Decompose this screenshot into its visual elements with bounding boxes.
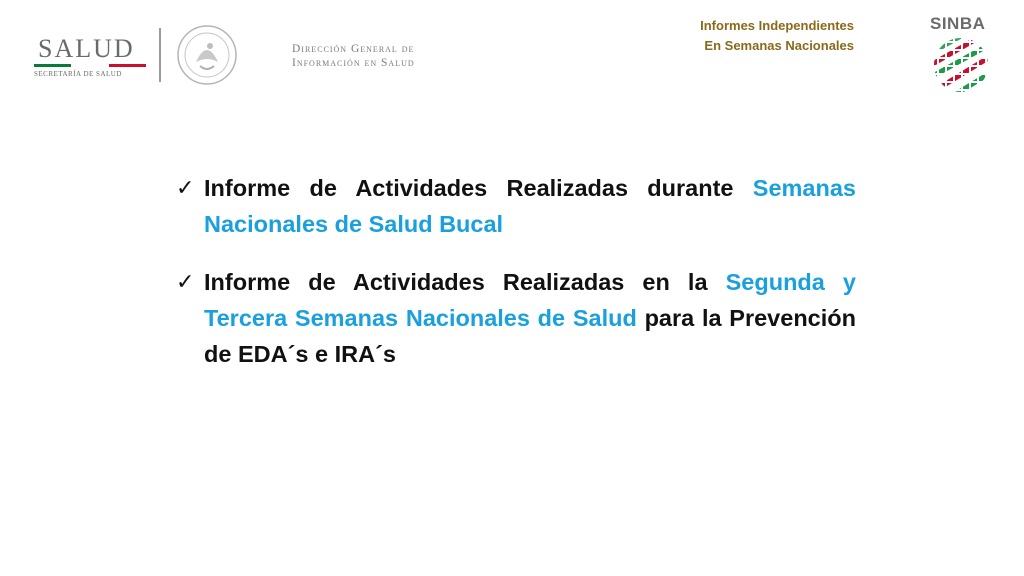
list-item-text	[204, 170, 856, 242]
salud-logo-subtitle: SECRETARÍA DE SALUD	[34, 70, 122, 78]
check-icon: ✓	[176, 269, 195, 294]
informes-line-2: En Semanas Nacionales	[704, 38, 854, 53]
sinba-globe-icon	[932, 36, 990, 94]
bullet-list	[176, 170, 856, 394]
item-text-highlight: Segunda y Tercera Semanas Nacionales de Salud	[204, 269, 856, 331]
item-text-black-end: para la Prevención de EDA´s e IRA´s	[204, 305, 856, 367]
logo-separator	[159, 28, 161, 82]
item-text-black: Informe de Actividades Realizadas durante	[204, 175, 753, 201]
mexico-coat-of-arms-icon	[176, 24, 238, 86]
salud-logo-word: SALUD	[38, 34, 135, 63]
item-text-highlight: Semanas Nacionales de Salud Bucal	[204, 175, 856, 237]
dgis-title	[292, 42, 415, 70]
slide-header	[0, 0, 1024, 100]
list-item	[176, 264, 856, 372]
sinba-logo	[926, 14, 996, 94]
list-item-text	[204, 264, 856, 372]
check-icon: ✓	[176, 175, 195, 200]
informes-line-1: Informes Independientes	[700, 18, 854, 33]
dgis-line-2: Información en Salud	[292, 57, 415, 69]
salud-logo-flag-bars	[34, 64, 146, 67]
dgis-line-1: Dirección General de	[292, 43, 415, 55]
item-text-black: Informe de Actividades Realizadas en la	[204, 269, 726, 295]
informes-title	[700, 16, 854, 56]
salud-logo	[30, 34, 150, 84]
sinba-label: SINBA	[930, 14, 986, 33]
list-item	[176, 170, 856, 242]
